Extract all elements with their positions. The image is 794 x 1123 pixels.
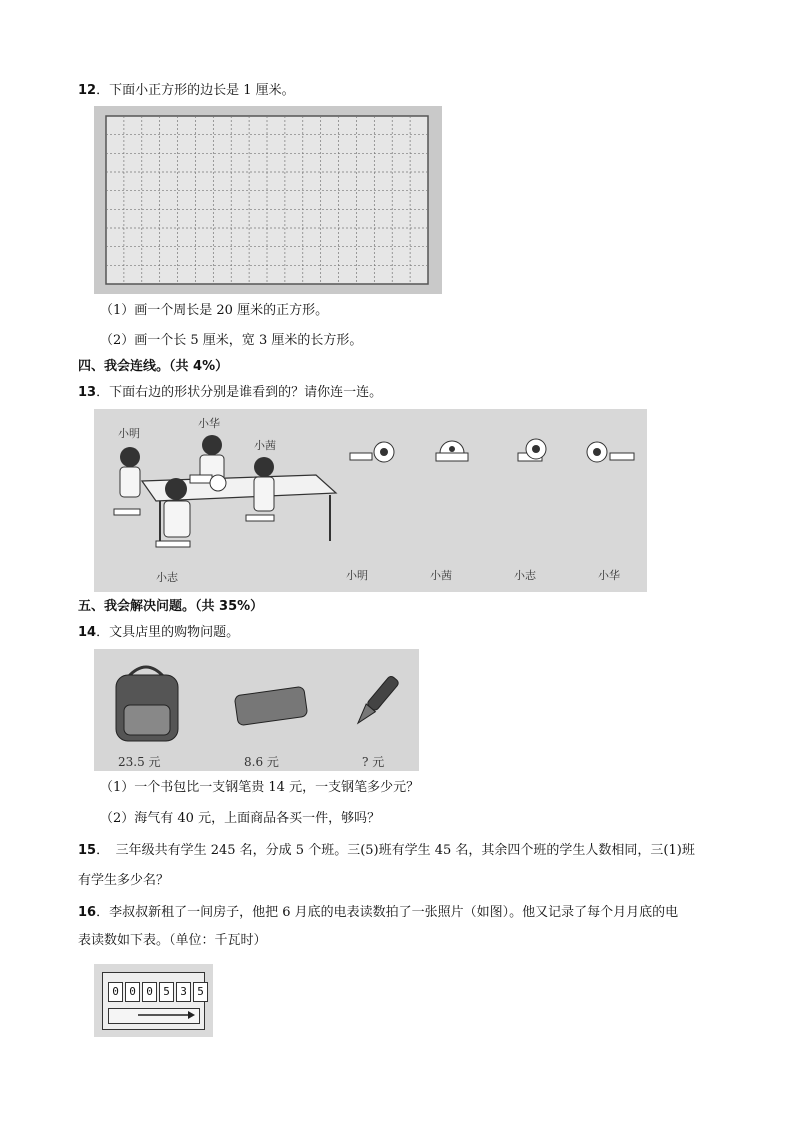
q12-prompt [78, 82, 295, 100]
meter-digit: 0 [125, 982, 140, 1002]
backpack-price: 23.5 元 [118, 755, 161, 769]
backpack-pocket [124, 705, 170, 735]
meter-digit: 5 [193, 982, 208, 1002]
q15-number: 15 [78, 843, 97, 858]
q16-text: ．李叔叔新租了一间房子，他把 6 月底的电表读数拍了一张照片（如图）。他又记录了每个月月底的电 [96, 905, 679, 920]
q12-sub2: （2）画一个长 5 厘米，宽 3 厘米的长方形。 [100, 333, 363, 348]
grid-paper[interactable] [94, 106, 442, 294]
meter-digit: 3 [176, 982, 191, 1002]
pen-icon [353, 675, 399, 727]
q13-picture [94, 409, 647, 592]
q15-line2: 有学生多少名？ [78, 873, 170, 888]
person-zhi-head [165, 478, 187, 500]
pencil-box [190, 475, 212, 483]
section5-title: 五、我会解决问题。（共 35%） [78, 599, 264, 614]
ball-view-3-spot [532, 445, 540, 453]
q14-prompt [78, 624, 239, 642]
ball-view-1-spot [380, 448, 388, 456]
stool [114, 509, 140, 515]
q14-sub1: （1）一个书包比一支钢笔贵 14 元，一支钢笔多少元？ [100, 780, 420, 795]
table-scene [94, 409, 647, 592]
q16-number: 16 [78, 905, 97, 920]
meter-digit: 5 [159, 982, 174, 1002]
meter-digit: 0 [142, 982, 157, 1002]
stool [246, 515, 274, 521]
section4-title: 四、我会连线。（共 4%） [78, 359, 229, 374]
q13-number: 13 [78, 385, 97, 400]
q14-text: ．文具店里的购物问题。 [96, 625, 240, 640]
view-label-3[interactable]: 小志 [514, 569, 536, 582]
q12-text: ．下面小正方形的边长是 1 厘米。 [96, 83, 295, 98]
person-zhi-label: 小志 [156, 571, 178, 584]
person-hua-label: 小华 [198, 417, 220, 430]
stool [156, 541, 190, 547]
pencil-box-icon [234, 686, 307, 725]
person-hua-head [202, 435, 222, 455]
ball-icon [210, 475, 226, 491]
box-view-2 [436, 453, 468, 461]
person-qian-head [254, 457, 274, 477]
q14-picture [94, 649, 419, 771]
q12-number: 12 [78, 83, 97, 98]
box-view-4 [610, 453, 634, 460]
q16-line2: 表读数如下表。（单位：千瓦时） [78, 933, 267, 948]
box-view-1 [350, 453, 372, 460]
person-qian-body [254, 477, 274, 511]
q15-line1 [78, 842, 695, 860]
pen-price: ? 元 [362, 755, 385, 769]
q15-text: ． 三年级共有学生 245 名，分成 5 个班。三(5)班有学生 45 名，其余四个班的学生人数相同，三(1)班 [96, 843, 695, 858]
ball-view-4-spot [593, 448, 601, 456]
q16-line1 [78, 904, 678, 922]
view-label-1[interactable]: 小明 [346, 569, 368, 582]
pencil-box-price: 8.6 元 [244, 755, 279, 769]
q14-sub2: （2）海气有 40 元，上面商品各买一件，够吗？ [100, 811, 381, 826]
meter-digits [108, 982, 210, 1002]
meter-digit: 0 [108, 982, 123, 1002]
view-label-2[interactable]: 小茜 [430, 569, 452, 582]
ball-view-2-spot [449, 446, 455, 452]
q14-number: 14 [78, 625, 97, 640]
person-ming-head [120, 447, 140, 467]
meter-photo [94, 964, 213, 1037]
person-ming-body [120, 467, 140, 497]
q13-text: ．下面右边的形状分别是谁看到的？请你连一连。 [96, 385, 383, 400]
q13-prompt [78, 384, 382, 402]
person-qian-label: 小茜 [254, 439, 276, 452]
view-label-4[interactable]: 小华 [598, 569, 620, 582]
q12-sub1: （1）画一个周长是 20 厘米的正方形。 [100, 303, 329, 318]
arrow-right-icon [136, 1010, 196, 1020]
grid-svg [94, 106, 442, 294]
person-ming-label: 小明 [118, 427, 140, 440]
person-zhi-body [164, 501, 190, 537]
